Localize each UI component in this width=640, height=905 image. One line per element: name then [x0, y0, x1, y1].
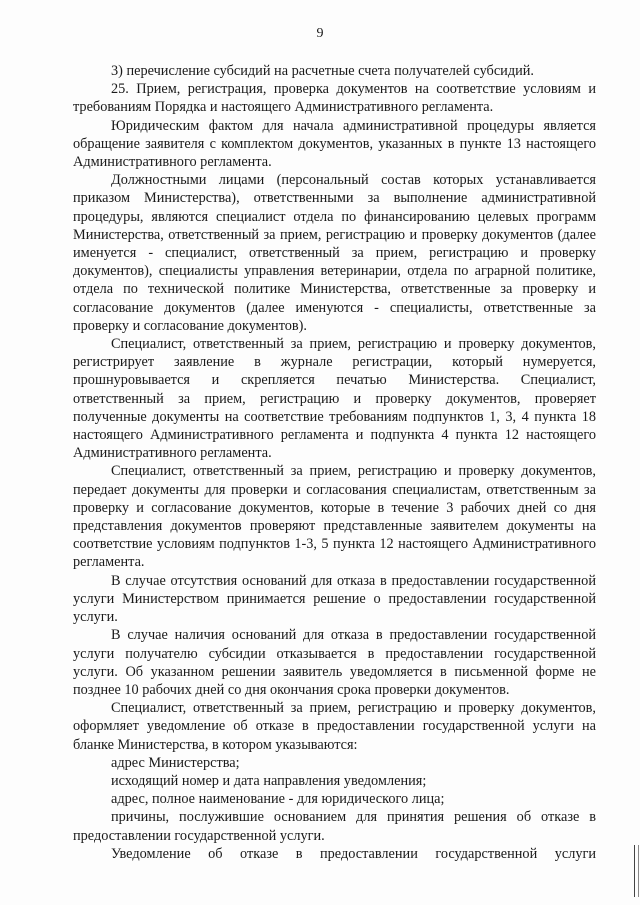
paragraph-4: Должностными лицами (персональный состав которых устанавливается приказом Министерства), ответственными за выполнение административной процедуры, являются специалист отдела по финансированию целевых программ Министерства, ответственный за прием, регистрацию и проверку документов (далее именуется - специалист, ответственный за прием, регистрацию и проверку документов), специалисты управления ветеринарии, отдела по аграрной политике, отдела по технической политике Министерства, ответственные за проверку и согласование документов (далее именуются - специалисты, ответственные за проверку и согласование документов). [73, 172, 596, 334]
paragraph-last: Уведомление об отказе в предоставлении государственной услуги [111, 845, 596, 862]
paragraph-3: Юридическим фактом для начала административной процедуры является обращение заявителя с комплектом документов, указанных в пункте 13 настоящего Административного регламента. [73, 117, 596, 171]
binding-edge-mark [634, 845, 639, 897]
paragraph-9: Специалист, ответственный за прием, регистрацию и проверку документов, оформляет уведомление об отказе в предоставлении государственной услуги на бланке Министерства, в котором указываются: [73, 700, 596, 753]
paragraph-6: Специалист, ответственный за прием, регистрацию и проверку документов, передает документы для проверки и согласования специалистам, ответственным за проверку и согласование документов, которые в течение 3 рабочих дней со дня представления документов проверяют представленные заявителем документы на соответствие условиям подпунктов 1-3, 5 пункта 12 настоящего Административного регламента. [73, 463, 596, 571]
list-item-reasons: причины, послужившие основанием для принятия решения об отказе в предоставлении государственной услуги. [73, 809, 596, 844]
paragraph-7: В случае отсутствия оснований для отказа в предоставлении государственной услуги Министерством принимается решение о предоставлении государственной услуги. [73, 572, 596, 626]
paragraph-5: Специалист, ответственный за прием, регистрацию и проверку документов, регистрирует заявление в журнале регистрации, который нумеруется, прошнуровывается и скрепляется печатью Министерства. Специалист, ответственный за прием, регистрацию и проверку документов, проверяет полученные документы на соответствие требованиям подпунктов 1, 3, 4 пункта 18 настоящего Административного регламента и подпункта 4 пункта 12 настоящего Административного регламента. [73, 336, 596, 462]
page-number: 9 [316, 26, 324, 41]
document-body [73, 62, 596, 863]
paragraph-1: 3) перечисление субсидий на расчетные счета получателей субсидий. [111, 63, 534, 79]
list-item-address: адрес Министерства; [111, 754, 240, 771]
list-item-full-name: адрес, полное наименование - для юридического лица; [111, 791, 445, 808]
list-item-outgoing-number: исходящий номер и дата направления уведомления; [111, 772, 427, 789]
paragraph-2: 25. Прием, регистрация, проверка документов на соответствие условиям и требованиям Порядка и настоящего Административного регламента. [73, 81, 596, 116]
paragraph-8: В случае наличия оснований для отказа в предоставлении государственной услуги получателю субсидии отказывается в предоставлении государственной услуги. Об указанном решении заявитель уведомляется в письменной форме не позднее 10 рабочих дней со дня окончания срока проверки документов. [73, 627, 596, 698]
